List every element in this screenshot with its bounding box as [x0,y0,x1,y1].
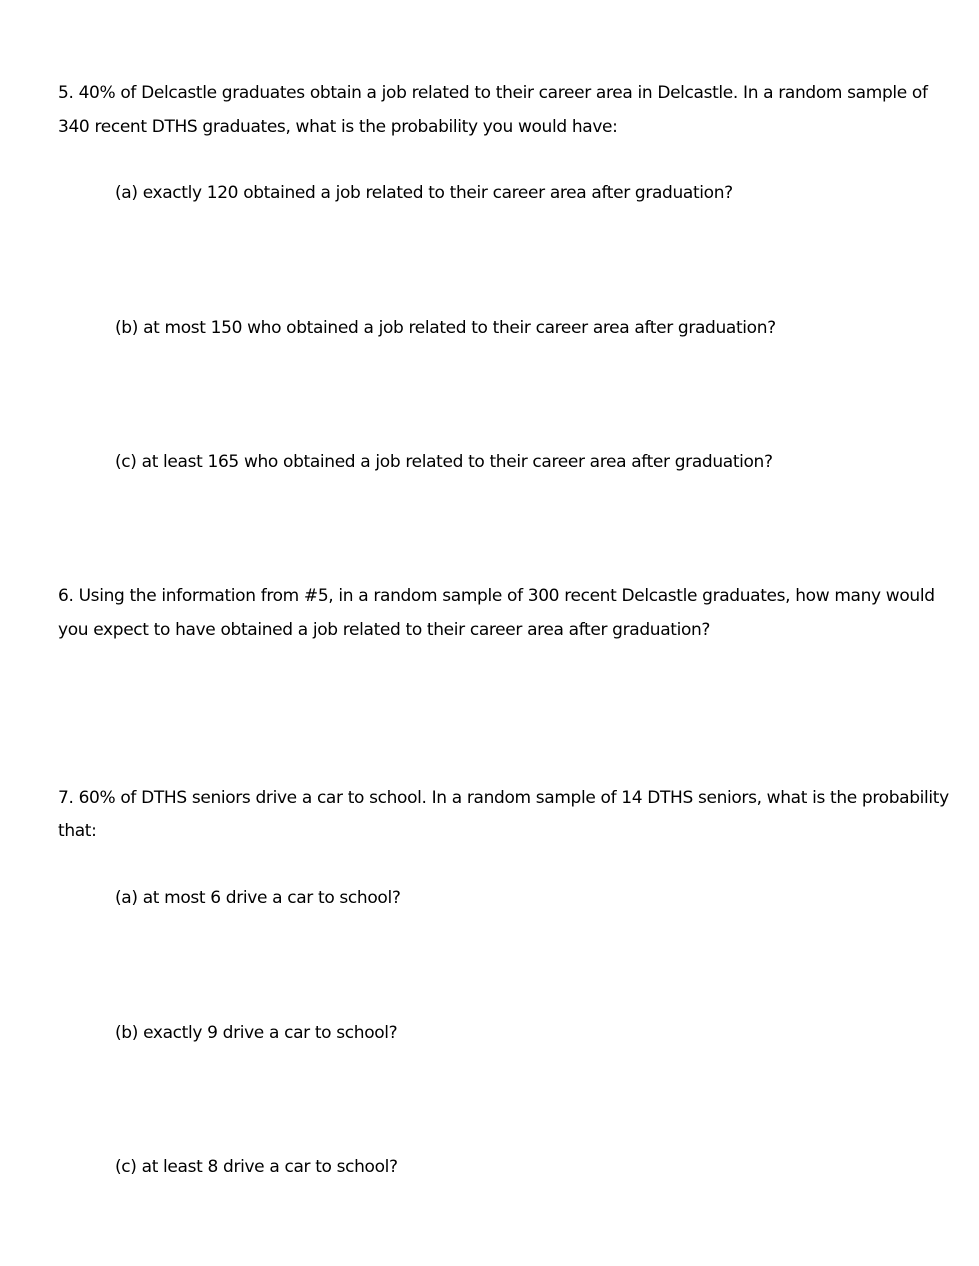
question-7-text-2: that: [58,821,97,841]
part-text: at least 165 who obtained a job related to their career area after graduation? [141,452,773,472]
question-7-part-b [115,1022,397,1044]
question-6-text-1: Using the information from #5, in a random sample of 300 recent Delcastle graduates, how many would [78,586,935,606]
question-6-text-2: you expect to have obtained a job related to their career area after graduation? [58,620,711,640]
question-5-text-2: 340 recent DTHS graduates, what is the probability you would have: [58,117,618,137]
part-text: at least 8 drive a car to school? [141,1157,398,1177]
question-7-part-c [115,1156,398,1178]
question-5-line-2 [58,116,618,138]
question-7-line-1 [58,787,949,809]
question-6-number: 6. [58,586,74,606]
part-label: (a) [115,888,138,908]
question-6-line-2 [58,619,710,641]
question-5-number: 5. [58,83,74,103]
question-6-line-1 [58,585,935,607]
question-7-line-2 [58,820,97,842]
part-label: (a) [115,183,138,203]
question-5-text-1: 40% of Delcastle graduates obtain a job related to their career area in Delcastle. In a random sample of [78,83,928,103]
question-5-part-b [115,317,776,339]
part-text: exactly 9 drive a car to school? [143,1023,398,1043]
part-label: (b) [115,1023,139,1043]
part-label: (c) [115,452,137,472]
question-5-part-c [115,451,773,473]
question-7-part-a [115,887,401,909]
part-text: at most 6 drive a car to school? [142,888,401,908]
part-label: (b) [115,318,139,338]
question-7-number: 7. [58,788,74,808]
question-7-text-1: 60% of DTHS seniors drive a car to school. In a random sample of 14 DTHS seniors, what is the probability [78,788,949,808]
question-5-line-1 [58,82,928,104]
part-text: at most 150 who obtained a job related to their career area after graduation? [143,318,776,338]
question-5-part-a [115,182,733,204]
part-text: exactly 120 obtained a job related to their career area after graduation? [142,183,733,203]
part-label: (c) [115,1157,137,1177]
